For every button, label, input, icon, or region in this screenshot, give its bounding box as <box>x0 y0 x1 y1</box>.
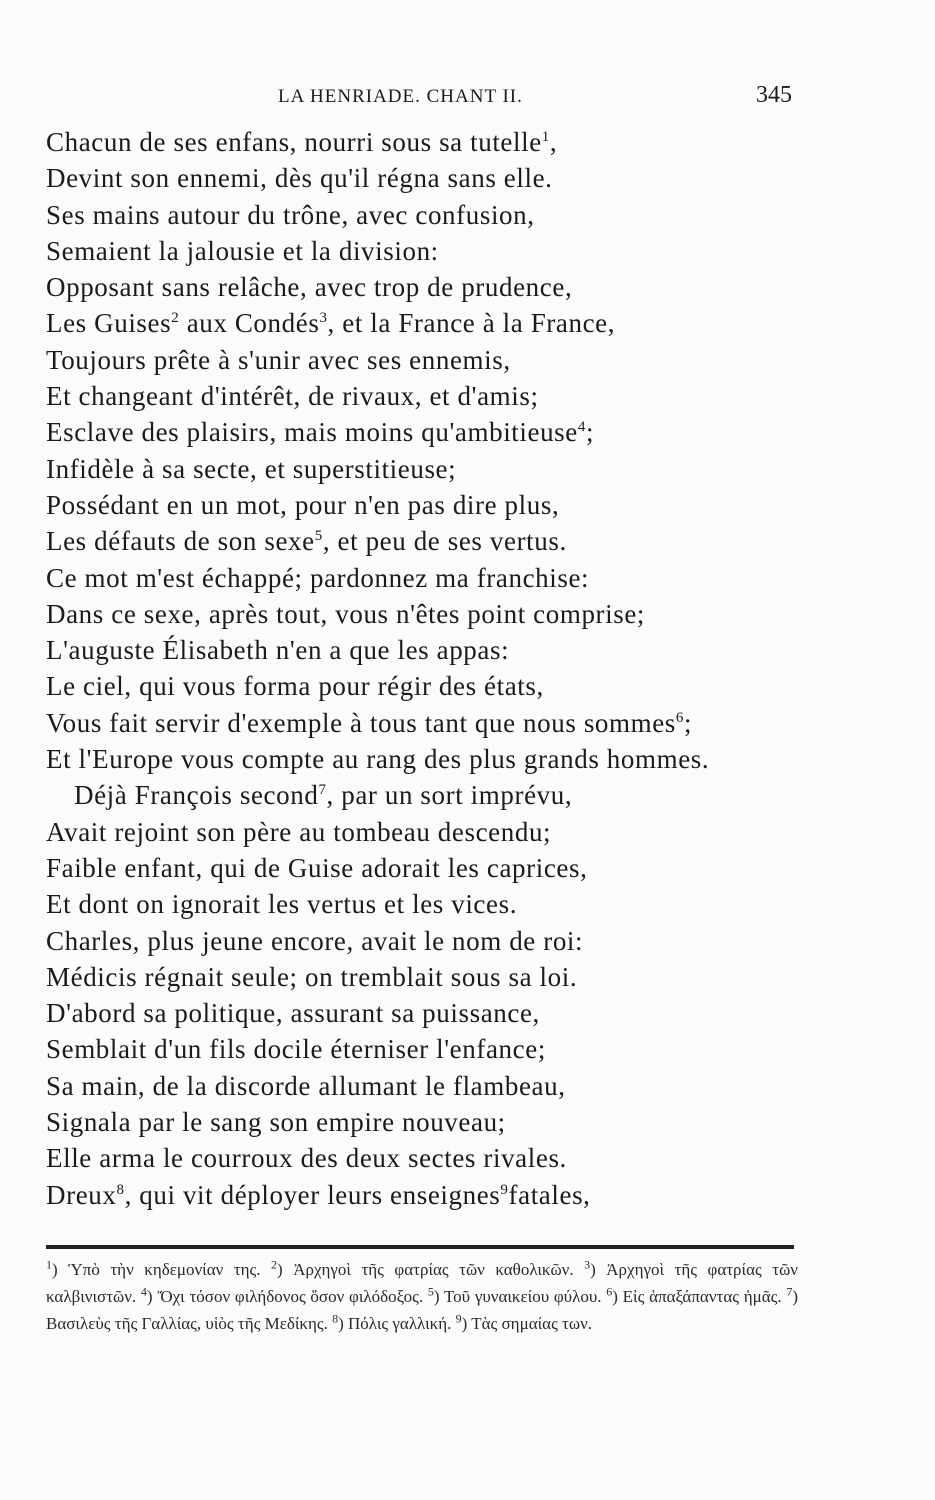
verse-text: Les défauts de son sexe <box>46 526 315 557</box>
verse-line <box>46 197 826 233</box>
verse-line <box>46 1031 826 1067</box>
footnote-text: Ὄχι τόσον φιλήδονος ὅσον φιλόδοξος. <box>157 1287 424 1306</box>
footnote-marker: 9 <box>500 1181 509 1198</box>
footnote-marker: 5 <box>314 528 323 545</box>
footnote-number: 7 <box>786 1284 793 1299</box>
footnote: $^7$) Βασιλεὺς τῆς Γαλλίας, υἱὸς τῆς Μεδίκης. <box>46 1284 799 1333</box>
footnote: $^8$) Πόλις γαλλική. <box>332 1311 452 1333</box>
verse-line <box>46 378 826 414</box>
verse-text: Sa main, de la discorde allumant le flambeau, <box>46 1070 566 1101</box>
page-header <box>0 82 935 112</box>
verse-text: D'abord sa politique, assurant sa puissance, <box>46 998 540 1029</box>
footnote-number: 1 <box>46 1257 52 1272</box>
verse-line <box>46 632 826 668</box>
verse-text: Devint son ennemi, dès qu'il régna sans elle. <box>46 163 553 194</box>
footnotes <box>46 1256 798 1337</box>
footnote-number: 2 <box>271 1257 278 1272</box>
verse-line <box>46 850 826 886</box>
verse-line <box>46 1068 826 1104</box>
footnote-text: Τὰς σημαίας των. <box>471 1314 593 1333</box>
verse-text: Semaient la jalousie et la division: <box>46 235 439 266</box>
footnote-text: Τοῦ γυναικείου φύλου. <box>443 1287 602 1306</box>
footnote-marker: 2 <box>171 310 180 327</box>
verse-text: ; <box>585 417 595 448</box>
verse-text: ; <box>684 707 693 738</box>
verse-line <box>46 959 826 995</box>
verse-text: Ce mot m'est échappé; pardonnez ma franchise: <box>46 562 590 593</box>
footnote-text: Ἀρχηγοὶ τῆς φατρίας τῶν καθολικῶν. <box>293 1260 574 1279</box>
verse-line <box>46 995 826 1031</box>
page-number: 345 <box>756 82 792 108</box>
footnote-text: Βασιλεὺς τῆς Γαλλίας, υἱὸς τῆς Μεδίκης. <box>46 1314 328 1333</box>
verse-text: Et dont on ignorait les vertus et les vices. <box>46 889 518 920</box>
verse-line <box>46 160 826 196</box>
footnote-text: Ὑπὸ τὴν κηδεμονίαν της. <box>68 1260 261 1279</box>
verse-text: aux Condés <box>179 308 320 339</box>
verse-line <box>46 1104 826 1140</box>
footnote-rule <box>46 1245 794 1249</box>
verse-line <box>46 668 826 704</box>
verse-line <box>46 886 826 922</box>
footnote: $^1$) Ὑπὸ τὴν κηδεμονίαν της. <box>46 1257 261 1279</box>
footnote-number: 3 <box>584 1257 591 1272</box>
verse-line <box>46 596 826 632</box>
footnote-marker: 1 <box>541 129 550 145</box>
verse-line <box>46 233 826 269</box>
verse-line <box>46 923 826 959</box>
verse-text: Dans ce sexe, après tout, vous n'êtes point comprise; <box>46 598 646 629</box>
footnote: $^3$) Ἀρχηγοὶ τῆς φατρίας τῶν καλβινιστῶν. <box>46 1257 798 1306</box>
verse-line <box>46 523 826 559</box>
verse-block <box>46 124 826 1213</box>
verse-text: Toujours prête à s'unir avec ses ennemis, <box>46 344 511 375</box>
verse-text: Dreux <box>46 1179 117 1210</box>
verse-text: Chacun de ses enfans, nourri sous sa tutelle <box>46 127 542 157</box>
verse-text: Infidèle à sa secte, et superstitieuse; <box>46 453 457 484</box>
verse-text: Et changeant d'intérêt, de rivaux, et d'amis; <box>46 381 539 412</box>
verse-text: Les Guises <box>46 308 172 339</box>
verse-line <box>46 269 826 305</box>
verse-text: Déjà François second <box>74 780 319 811</box>
footnote-number: 6 <box>606 1284 613 1299</box>
footnote-text: Ἀρχηγοὶ τῆς φατρίας τῶν καλβινιστῶν. <box>46 1260 798 1306</box>
footnote-marker: 8 <box>116 1181 125 1198</box>
verse-line <box>46 705 826 741</box>
footnote-number: 4 <box>140 1284 147 1299</box>
verse-line <box>46 451 826 487</box>
footnote: $^5$) Τοῦ γυναικείου φύλου. <box>427 1284 602 1306</box>
verse-text: Faible enfant, qui de Guise adorait les caprices, <box>46 852 588 883</box>
verse-text: Opposant sans relâche, avec trop de prudence, <box>46 272 573 303</box>
verse-text: Médicis régnait seule; on tremblait sous sa loi. <box>46 961 578 992</box>
verse-text: Elle arma le courroux des deux sectes rivales. <box>46 1143 567 1174</box>
verse-line <box>46 1177 826 1213</box>
verse-text: , qui vit déployer leurs enseignes <box>124 1179 501 1210</box>
verse-text: , et la France à la France, <box>327 308 616 339</box>
verse-text: fatales, <box>508 1179 591 1210</box>
verse-text: Charles, plus jeune encore, avait le nom de roi: <box>46 925 584 956</box>
verse-text: Signala par le sang son empire nouveau; <box>46 1107 506 1138</box>
verse-text: , <box>549 127 558 157</box>
footnote-text: Εἰς ἁπαξάπαντας ἡμᾶς. <box>622 1287 782 1306</box>
footnote-number: 5 <box>427 1284 434 1299</box>
running-head: LA HENRIADE. CHANT II. <box>278 86 523 107</box>
verse-line <box>46 1140 826 1176</box>
footnote-marker: 3 <box>319 310 328 327</box>
verse-line <box>46 305 826 341</box>
verse-text: Le ciel, qui vous forma pour régir des états, <box>46 671 544 702</box>
verse-text: L'auguste Élisabeth n'en a que les appas: <box>46 635 510 666</box>
verse-text: Esclave des plaisirs, mais moins qu'ambitieuse <box>46 417 578 448</box>
verse-line <box>46 560 826 596</box>
verse-text: Ses mains autour du trône, avec confusion, <box>46 199 535 230</box>
footnote-number: 9 <box>455 1311 462 1326</box>
verse-text: Vous fait servir d'exemple à tous tant que nous sommes <box>46 707 676 738</box>
footnote: $^4$) Ὄχι τόσον φιλήδονος ὅσον φιλόδοξος. <box>140 1284 424 1306</box>
verse-line <box>46 414 826 450</box>
verse-text: Semblait d'un fils docile éterniser l'enfance; <box>46 1034 546 1065</box>
verse-text: , par un sort imprévu, <box>326 780 573 811</box>
footnote: $^6$) Εἰς ἁπαξάπαντας ἡμᾶς. <box>606 1284 782 1306</box>
footnote-marker: 7 <box>318 782 327 799</box>
verse-line <box>46 741 826 777</box>
footnote-text: Πόλις γαλλική. <box>348 1314 452 1333</box>
verse-line <box>46 124 826 160</box>
footnote-number: 8 <box>332 1311 339 1326</box>
footnote: $^2$) Ἀρχηγοὶ τῆς φατρίας τῶν καθολικῶν. <box>271 1257 574 1279</box>
verse-text: Avait rejoint son père au tombeau descendu; <box>46 816 552 847</box>
verse-line <box>46 342 826 378</box>
verse-text: Possédant en un mot, pour n'en pas dire plus, <box>46 489 560 520</box>
verse-text: , et peu de ses vertus. <box>322 526 567 557</box>
footnote-marker: 4 <box>577 419 586 436</box>
footnote: $^9$) Τὰς σημαίας των. <box>455 1311 593 1333</box>
verse-line <box>46 487 826 523</box>
verse-line <box>46 777 826 813</box>
footnote-marker: 6 <box>675 709 685 726</box>
verse-line <box>46 814 826 850</box>
verse-text: Et l'Europe vous compte au rang des plus grands hommes. <box>46 744 710 775</box>
